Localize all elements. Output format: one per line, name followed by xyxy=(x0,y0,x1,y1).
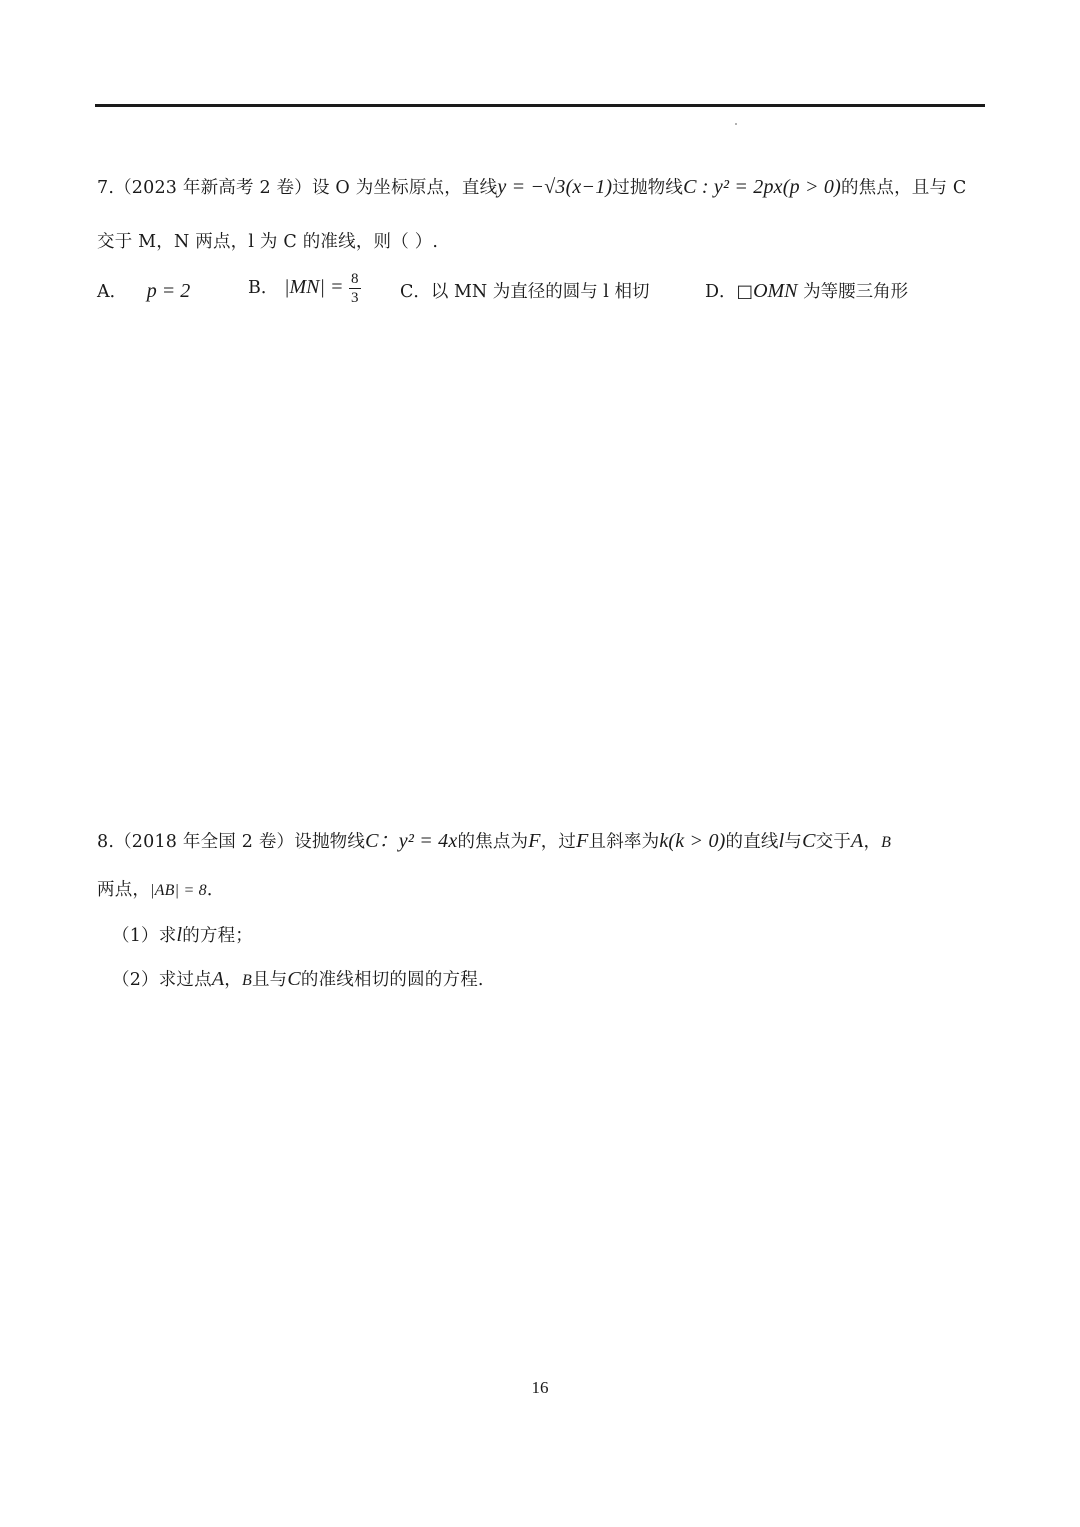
q7-line1 xyxy=(97,174,967,199)
q8-subquestion-1 xyxy=(112,922,253,947)
q7-option-d-label: D． xyxy=(705,282,737,302)
q8-ab-expression: |AB| = 8 xyxy=(150,882,207,899)
q8-curve-equation: C：y² = 4x xyxy=(365,830,458,852)
q7-option-a-label: A． xyxy=(97,282,128,302)
q8-text-g: ， xyxy=(863,832,882,852)
q7-line-equation: y = −√3(x−1) xyxy=(497,176,613,198)
q7-option-a xyxy=(97,278,190,303)
q7-parabola-equation: C : y² = 2px(p > 0) xyxy=(683,176,841,198)
q8-line1 xyxy=(97,824,891,853)
q8-var-l: l xyxy=(778,830,785,852)
q8-sub1-var: l xyxy=(176,924,183,946)
q8-sub2-mid: 且与 xyxy=(251,970,288,990)
q8-var-c: C xyxy=(802,830,816,852)
q8-text-e: 与 xyxy=(784,832,803,852)
q7-line2: 交于 M，N 两点，l 为 C 的准线，则（ ）. xyxy=(97,232,439,252)
q7-option-b xyxy=(248,270,361,307)
q8-text-a: 的焦点为 xyxy=(457,832,529,852)
q7-option-a-math: p = 2 xyxy=(146,280,191,302)
q7-line1-prefix: 7.（2023 年新高考 2 卷）设 O 为坐标原点，直线 xyxy=(97,178,498,198)
q7-option-b-label: B． xyxy=(248,278,279,298)
q8-var-a: A xyxy=(851,830,864,852)
q8-line2-text: 两点， xyxy=(97,880,151,900)
q8-var-f: F xyxy=(528,830,541,852)
q7-option-d xyxy=(705,278,908,303)
q7-line1-mid: 过抛物线 xyxy=(612,178,684,198)
triangle-symbol-icon: □ xyxy=(736,282,754,302)
q8-line1-prefix: 8.（2018 年全国 2 卷）设抛物线 xyxy=(97,832,366,852)
q7-option-b-fraction xyxy=(349,270,361,307)
q8-sub2-prefix: （2）求过点 xyxy=(112,970,212,990)
q7-option-b-math: |MN| = xyxy=(283,276,344,298)
q7-option-d-text: 为等腰三角形 xyxy=(803,282,909,302)
q8-sub2-sep: ， xyxy=(224,970,242,990)
q8-var-b: B xyxy=(881,834,892,851)
q8-text-f: 交于 xyxy=(815,832,852,852)
q8-sub2-suffix: 的准线相切的圆的方程. xyxy=(300,970,484,990)
q8-line2 xyxy=(97,876,225,901)
q8-text-b: ，过 xyxy=(540,832,577,852)
q8-sub2-var-b: B xyxy=(241,972,252,989)
q8-sub1-prefix: （1）求 xyxy=(112,926,177,946)
q8-line2-end: ． xyxy=(206,880,225,900)
q8-var-f: F xyxy=(576,830,589,852)
q8-sub1-suffix: 的方程； xyxy=(182,926,254,946)
q8-subquestion-2 xyxy=(112,966,484,991)
header-rule xyxy=(95,104,985,107)
scan-speck xyxy=(735,123,737,125)
q7-option-c: C．以 MN 为直径的圆与 l 相切 xyxy=(400,282,650,302)
q7-option-d-math: OMN xyxy=(753,280,798,302)
q7-line1-suffix: 的焦点，且与 C xyxy=(840,178,967,198)
page-number: 16 xyxy=(531,1378,549,1397)
q8-sub2-var-a: A xyxy=(211,968,225,990)
fraction-numerator: 8 xyxy=(351,271,359,287)
q8-text-d: 的直线 xyxy=(725,832,779,852)
fraction-denominator: 3 xyxy=(351,290,359,306)
q8-sub2-var-c: C xyxy=(287,968,301,990)
q8-slope-expression: k(k > 0) xyxy=(659,830,726,852)
q8-text-c: 且斜率为 xyxy=(588,832,660,852)
